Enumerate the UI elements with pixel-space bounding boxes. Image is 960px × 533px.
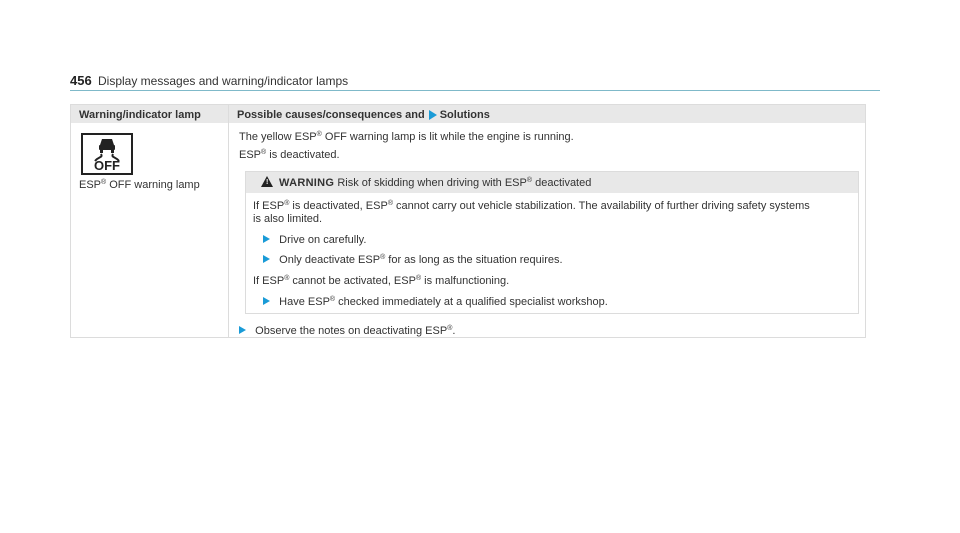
intro-line-2: ESP® is deactivated. <box>239 149 340 161</box>
warning-lamp-table <box>70 104 866 338</box>
warning-triangle-icon: ! <box>261 176 273 187</box>
warning-box <box>245 171 859 314</box>
warning-paragraph-1: If ESP® is deactivated, ESP® cannot carry out vehicle stabilization. The availability of further driving safety systems <box>253 200 810 212</box>
column-header-solutions-text: Solutions <box>439 109 490 121</box>
warning-header <box>246 172 858 193</box>
arrow-right-icon <box>429 110 437 120</box>
step-observe-notes: Observe the notes on deactivating ESP®. <box>239 325 455 338</box>
arrow-bullet-icon <box>263 235 270 243</box>
column-divider <box>228 105 229 337</box>
step-have-esp-checked: Have ESP® checked immediately at a qualified specialist workshop. <box>263 296 608 309</box>
warning-paragraph-2: If ESP® cannot be activated, ESP® is malfunctioning. <box>253 275 510 287</box>
step-deactivate-esp: Only deactivate ESP® for as long as the situation requires. <box>263 254 563 267</box>
arrow-bullet-icon <box>263 255 270 263</box>
intro-line-1: The yellow ESP® OFF warning lamp is lit while the engine is running. <box>239 131 574 143</box>
esp-off-car-glyph <box>83 135 131 173</box>
page-title: Display messages and warning/indicator lamps <box>98 74 349 88</box>
arrow-bullet-icon <box>239 326 246 334</box>
off-icon-text: OFF <box>94 158 120 173</box>
warning-title: WARNING Risk of skidding when driving with ESP® deactivated <box>279 177 592 189</box>
warning-paragraph-1-line-2: is also limited. <box>253 213 323 225</box>
page-number: 456 <box>70 73 92 88</box>
column-header-causes-text: Possible causes/consequences and <box>237 109 425 121</box>
step-drive-carefully: Drive on carefully. <box>263 234 366 247</box>
esp-off-warning-icon <box>81 133 133 175</box>
column-header-causes <box>237 109 490 121</box>
page-header <box>70 72 880 91</box>
arrow-bullet-icon <box>263 297 270 305</box>
table-header-row <box>71 105 865 123</box>
lamp-label: ESP® OFF warning lamp <box>79 179 200 191</box>
column-header-lamp: Warning/indicator lamp <box>79 109 201 121</box>
